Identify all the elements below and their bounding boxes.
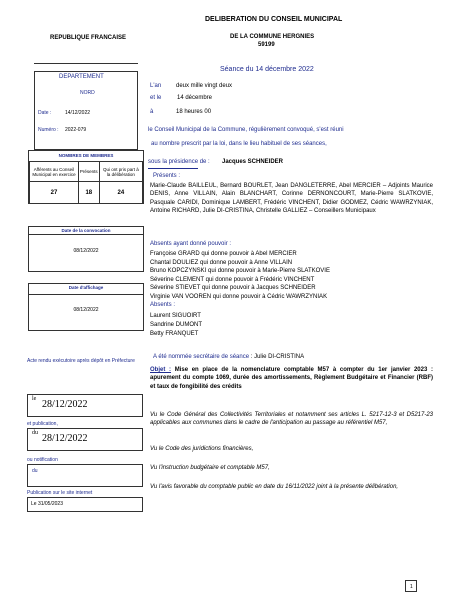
le-label: le — [32, 396, 37, 402]
members-value: 24 — [99, 182, 142, 204]
divider — [34, 63, 138, 64]
presidence-label: sous la présidence de : — [148, 159, 210, 165]
absents-list — [150, 312, 202, 339]
republic-label: REPUBLIQUE FRANCAISE — [50, 35, 127, 41]
doc-title: DELIBERATION DU CONSEIL MUNICIPAL — [205, 16, 343, 23]
publication-text: et publication, — [27, 421, 58, 427]
convoque-line-2: au nombre prescrit par la loi, dans le lieu habituel de ses séances, — [151, 141, 327, 147]
convocation-label: Date de la convocation — [29, 227, 143, 235]
members-value: 18 — [78, 182, 99, 204]
etle-value: 14 décembre — [177, 95, 213, 101]
du-value: 28/12/2022 — [42, 433, 88, 444]
lan-value: deux mille vingt deux — [176, 83, 233, 89]
absents-label: Absents : — [150, 302, 176, 308]
secretaire-value: : Julie DI-CRISTINA — [250, 354, 305, 360]
convocation-box — [28, 226, 144, 272]
objet-text: Mise en place de la nomenclature comptable M57 à compter du 1er janvier 2023 : apurement du compte 1069, durée des amortissements, Règlement Budgétaire et Financier (RBF) et taux de fongibilité des crédits — [150, 367, 433, 390]
absents-pouvoir-label: Absents ayant donné pouvoir : — [150, 241, 232, 247]
numero-label: Numéro : — [38, 127, 59, 133]
publication-site-label: Publication sur le site internet — [27, 490, 93, 496]
affichage-label: Date d'affichage — [29, 284, 143, 295]
a-label: à — [150, 109, 154, 115]
commune-name: DE LA COMMUNE HERGNIES — [230, 34, 315, 40]
convoque-line-1: le Conseil Municipal de la Commune, régulièrement convoqué, s'est réuni — [148, 127, 344, 133]
list-item: Virginie VAN VOOREN qui donne pouvoir à Cédric WAWRZYNIAK — [150, 293, 328, 300]
objet-block — [150, 366, 433, 391]
members-header: Qui ont pris part à la délibération — [99, 162, 142, 182]
vu-avis: Vu l'avis favorable du comptable public en date du 16/11/2022 joint à la présente délibération, — [150, 484, 399, 490]
members-value: 27 — [30, 182, 79, 204]
date-value: 14/12/2022 — [65, 110, 91, 116]
members-table — [29, 161, 143, 204]
list-item: Betty FRANQUET — [150, 331, 199, 337]
pouvoirs-list — [150, 250, 330, 302]
list-item: Séverine CLEMENT qui donne pouvoir à Frédéric VINCHENT — [150, 276, 315, 283]
list-item: Bruno KOPCZYNSKI qui donne pouvoir à Marie-Pierre SLATKOVIE — [150, 268, 330, 275]
list-item: Séverine STIEVET qui donne pouvoir à Jacques SCHNEIDER — [150, 285, 316, 292]
acte-text: Acte rendu exécutoire après dépôt en Préfecture — [27, 358, 135, 364]
members-box — [28, 150, 144, 204]
president-name: Jacques SCHNEIDER — [222, 159, 284, 165]
secretaire-line — [153, 354, 304, 360]
notification-text: ou notification — [27, 457, 58, 463]
vu-m57: Vu l'instruction budgétaire et comptable M57, — [150, 465, 270, 471]
notification-box — [27, 464, 143, 487]
departement-value: NORD — [80, 90, 95, 96]
list-item: Chantal DOULIEZ qui donne pouvoir à Anne VILLAIN — [150, 259, 293, 266]
members-title: NOMBRES DE MEMBRES — [58, 153, 114, 158]
du-box — [27, 428, 143, 451]
du-label: du — [32, 430, 38, 436]
seance-date: Séance du 14 décembre 2022 — [220, 66, 314, 73]
publication-site-value: Le 31/05/2023 — [31, 501, 63, 507]
departement-label: DEPARTEMENT — [59, 74, 104, 80]
le-value: 28/12/2022 — [42, 399, 88, 410]
list-item: Françoise GRARD qui donne pouvoir à Abel MERCIER — [150, 251, 297, 257]
presents-text: Marie-Claude BAILLEUL, Bernard BOURLET, Jean DANGLETERRE, Abel MERCIER – Adjoints Maurice DENIS, Anne VILLAIN, Alain BLANCHART, Corinne DERNONCOURT, Marie-Pierre SLATKOVIE, Pasquale CARIDI, Dominique LAMBERT, Frédéric VINCHENT, Didier GODMEZ, Cédric WAWRZYNIAK, Antoine RICHARD, Julie DI-CRISTINA, Christelle GALLIEZ – Conseillers Municipaux — [150, 183, 433, 214]
a-value: 18 heures 00 — [176, 109, 212, 115]
affichage-value: 08/12/2022 — [73, 307, 99, 313]
vu-cjf: Vu le Code des juridictions financières, — [150, 446, 254, 452]
lan-label: L'an — [150, 83, 162, 89]
publication-site-box — [27, 497, 143, 512]
list-item: Laurent SIGUOIRT — [150, 313, 201, 319]
convocation-value: 08/12/2022 — [73, 248, 99, 254]
presidence-underline — [148, 168, 198, 169]
vu-cgct: Vu le Code Général des Collectivités Territoriales et notamment ses articles L. 5217-12-3 et D5217-23 applicables aux communes dans le cadre de l'anticipation au passage au référentiel M57, — [150, 412, 433, 427]
le-box — [27, 394, 143, 417]
members-header: Présents — [78, 162, 99, 182]
etle-label: et le — [150, 95, 162, 101]
date-label: Date : — [38, 110, 52, 116]
affichage-box — [28, 283, 144, 331]
secretaire-label: A été nommée secrétaire de séance — [153, 354, 250, 360]
objet-label: Objet : — [150, 367, 172, 373]
du2-label: du — [32, 468, 38, 474]
commune-code: 59199 — [258, 42, 275, 48]
presents-label: Présents : — [153, 173, 181, 179]
page-number: 1 — [410, 584, 413, 590]
numero-value: 2022-079 — [65, 127, 87, 133]
members-header: Afférents au Conseil Municipal en exercice — [30, 162, 79, 182]
list-item: Sandrine DUMONT — [150, 322, 203, 328]
page-number-box — [405, 580, 417, 592]
